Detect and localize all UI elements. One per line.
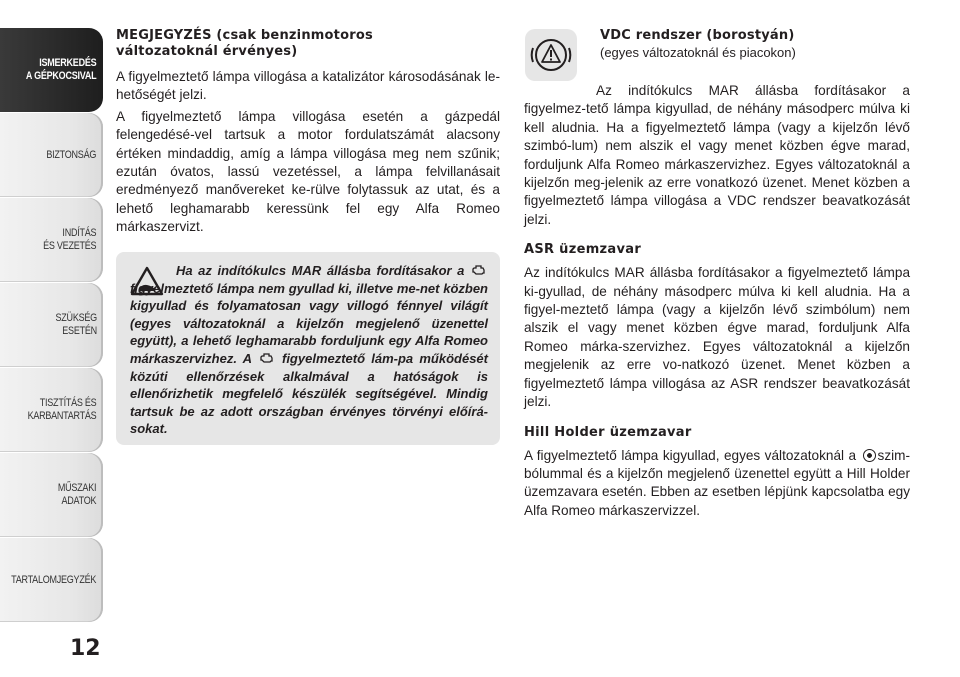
- tab-inditas[interactable]: [0, 198, 103, 282]
- vdc-title-block: [600, 28, 796, 61]
- tab-label: SZÜKSÉG ESETÉN: [55, 312, 97, 337]
- paragraph-part: szim-bólummal és a kijelzőn megjelenő üzenettel együtt a Hill Holder üzemzavara esetén. Ebben az esetben lépjünk kapcsolatba egy Alfa Romeo márkaszervizzel.: [524, 447, 910, 518]
- note-text: [130, 262, 488, 438]
- paragraph: A figyelmeztető lámpa villogása esetén a gázpedál felengedésé-vel tartsuk a motor fordulatszámát alacsony értéken mindaddig, amíg a lámpa villogása meg nem szűnik; ezután óvatos, lassú vezetéssel, a lámpa felvillanásait eredményező manővereket ke-rülve folytassuk az utat, és a lehető leghamarabb keressünk fel egy Alfa Romeo márkaszervizt.: [116, 108, 500, 235]
- vdc-heading: VDC rendszer (borostyán): [600, 28, 795, 43]
- paragraph-part: A figyelmeztető lámpa kigyullad, egyes változatoknál a: [524, 447, 857, 463]
- note-text-part: figyelmeztető lámpa nem gyullad ki, illetve me-net közben kigyullad és folyamatosan vagy villogó fénnyel világít (egyes változatoknál a kijelzőn megjelenő üzenettel együtt), a lehető leghamarabb forduljunk egy Alfa Romeo márkaszervizhez. A: [130, 280, 488, 366]
- tab-label: MŰSZAKI ADATOK: [58, 482, 97, 507]
- engine-check-icon: [472, 264, 486, 276]
- note-text-part: figyelmeztető lám-pa működését közúti ellenőrzések alkalmával a hatóságok is ellenőrizhetik megfelelő készülék segítségével. Mindig tartsuk be az adott országban érvényes törvényi előírá-sokat.: [130, 350, 488, 437]
- tab-label: ISMERKEDÉS A GÉPKOCSIVAL: [25, 57, 97, 82]
- paragraph: Az indítókulcs MAR állásba fordításakor a figyelmeztető lámpa ki-gyullad, de néhány másodperc múlva ki kell aludnia. Ha a figyel-meztető lámpa (vagy a kijelzőn lévő szimbólum) nem alszik el vagy menet közben égve marad, forduljunk Alfa Romeo márka-szervizhez. Egyes változatoknál a kijelzőn megjelenik az erre vo-natkozó üzenet. Menet közben a figyelmeztető lámpa villogása az ASR rendszer beavatkozását jelzi.: [524, 265, 910, 410]
- vdc-header: [524, 28, 910, 82]
- hill-holder-icon: [863, 449, 876, 462]
- hill-holder-heading: Hill Holder üzemzavar: [524, 424, 692, 440]
- paragraph: [524, 447, 910, 521]
- tab-tisztitas[interactable]: [0, 368, 103, 452]
- tab-biztonsag[interactable]: [0, 113, 103, 197]
- left-column: [116, 28, 500, 240]
- vdc-warning-icon: [524, 28, 578, 82]
- page-number: 12: [70, 636, 101, 661]
- tab-szukseg[interactable]: [0, 283, 103, 367]
- paragraph: A figyelmeztető lámpa villogása a katalizátor károsodásának le-hetőségét jelzi.: [116, 69, 500, 103]
- tab-label: BIZTONSÁG: [46, 148, 97, 161]
- asr-heading: ASR üzemzavar: [524, 242, 642, 258]
- vdc-subtitle: (egyes változatoknál és piacokon): [600, 45, 796, 60]
- note-text-part: Ha az indítókulcs MAR állásba fordításakor a: [176, 263, 465, 278]
- tab-label: INDÍTÁS ÉS VEZETÉS: [43, 227, 97, 252]
- tab-muszaki[interactable]: [0, 453, 103, 537]
- tab-label: TISZTÍTÁS ÉS KARBANTARTÁS: [27, 397, 97, 422]
- chapter-sidebar: [0, 28, 103, 623]
- right-column: [524, 28, 910, 523]
- note-heading: MEGJEGYZÉS (csak benzinmotoros változatoknál érvényes): [116, 28, 373, 59]
- warning-note-box: [116, 252, 500, 445]
- tab-ismerkedes[interactable]: [0, 28, 103, 112]
- engine-check-icon: [260, 352, 274, 364]
- tab-tartalom[interactable]: [0, 538, 103, 622]
- tab-label: TARTALOMJEGYZÉK: [11, 573, 97, 586]
- paragraph: Az indítókulcs MAR állásba fordításakor a figyelmez-tető lámpa kigyullad, de néhány másodperc múlva ki kell aludnia. Ha a figyelmeztető lámpa (vagy a kijelzőn lévő szimbó-lum) nem alszik el vagy menet közben égve marad, forduljunk Alfa Romeo márkaszervizhez. Egyes változatoknál a kijelzőn meg-jelenik az erre vonatkozó üzenet. Menet közben a figyelmeztető lámpa villogása a VDC rendszer beavatkozását jelzi.: [524, 83, 910, 227]
